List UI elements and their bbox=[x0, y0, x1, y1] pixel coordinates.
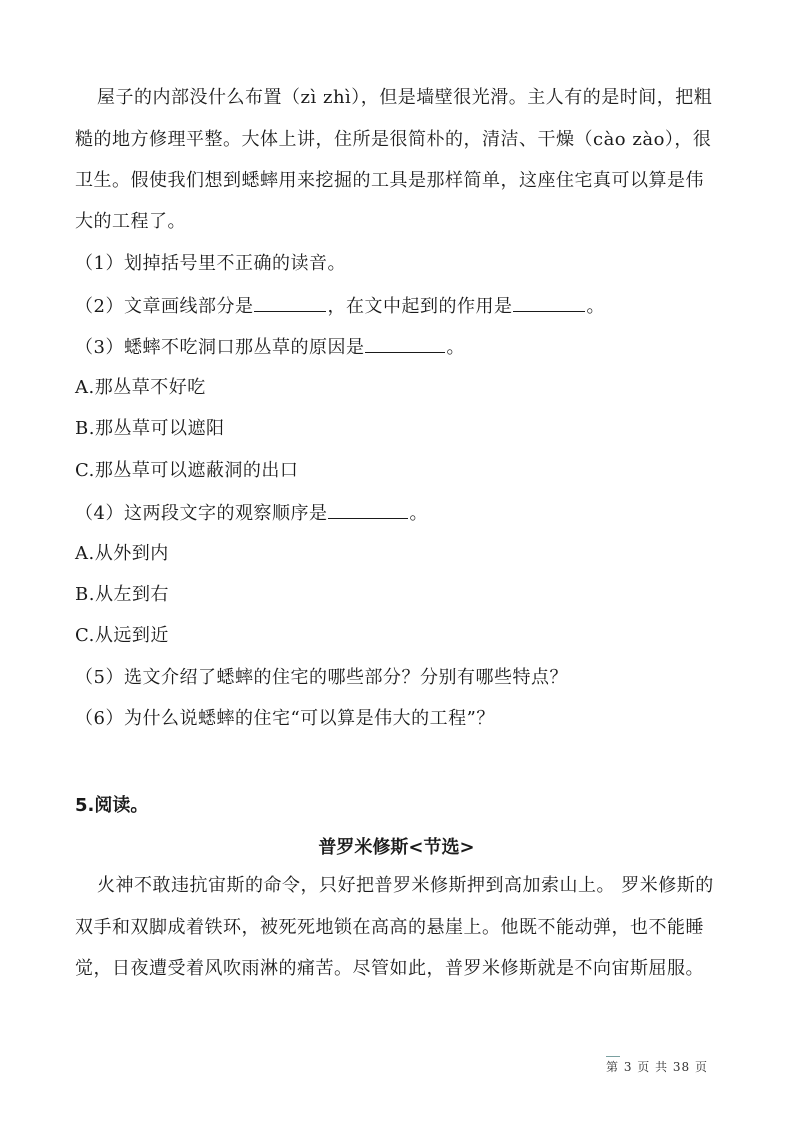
question-2-text-b: ，在文中起到的作用是 bbox=[327, 296, 513, 317]
question-2 bbox=[75, 293, 605, 319]
passage2-line-3: 觉，日夜遭受着风吹雨淋的痛苦。尽管如此，普罗米修斯就是不向宙斯屈服。 bbox=[75, 958, 704, 979]
question-4-text: （4）这两段文字的观察顺序是 bbox=[75, 503, 328, 524]
question-4 bbox=[75, 500, 428, 526]
passage-line-4: 大的工程了。 bbox=[75, 211, 186, 232]
q4-option-a: A.从外到内 bbox=[75, 543, 169, 564]
question-5: （5）选文介绍了蟋蟀的住宅的哪些部分？分别有哪些特点？ bbox=[75, 667, 568, 688]
answer-blank bbox=[365, 334, 445, 353]
q4-option-c: C.从远到近 bbox=[75, 625, 169, 646]
punctuation: 。 bbox=[586, 296, 605, 317]
answer-blank bbox=[328, 500, 408, 519]
passage-line-3: 卫生。假使我们想到蟋蟀用来挖掘的工具是那样简单，这座住宅真可以算是伟 bbox=[75, 170, 704, 191]
question-3-text: （3）蟋蟀不吃洞口那丛草的原因是 bbox=[75, 337, 365, 358]
question-2-text-a: （2）文章画线部分是 bbox=[75, 296, 254, 317]
passage-line-1: 屋子的内部没什么布置（zì zhì），但是墙壁很光滑。主人有的是时间，把粗 bbox=[97, 87, 713, 108]
q3-option-a: A.那丛草不好吃 bbox=[75, 377, 206, 398]
passage-title: 普罗米修斯<节选> bbox=[318, 837, 475, 858]
q3-option-c: C.那丛草可以遮蔽洞的出口 bbox=[75, 460, 299, 481]
passage2-line-1: 火神不敢违抗宙斯的命令，只好把普罗米修斯押到高加索山上。 罗米修斯的 bbox=[97, 875, 714, 896]
punctuation: 。 bbox=[409, 503, 428, 524]
answer-blank bbox=[513, 293, 585, 312]
answer-blank bbox=[254, 293, 326, 312]
question-3 bbox=[75, 334, 465, 360]
passage-line-2: 糙的地方修理平整。大体上讲，住所是很简朴的，清洁、干燥（cào zào），很 bbox=[75, 129, 712, 150]
question-6: （6）为什么说蟋蟀的住宅“可以算是伟大的工程”？ bbox=[75, 708, 495, 729]
page-number: 第 3 页 共 38 页 bbox=[606, 1060, 708, 1074]
section-heading: 5.阅读。 bbox=[75, 795, 149, 816]
q4-option-b: B.从左到右 bbox=[75, 584, 169, 605]
question-1: （1）划掉括号里不正确的读音。 bbox=[75, 253, 346, 274]
punctuation: 。 bbox=[446, 337, 465, 358]
q3-option-b: B.那丛草可以遮阳 bbox=[75, 418, 225, 439]
footer-rule bbox=[606, 1056, 620, 1057]
passage2-line-2: 双手和双脚成着铁环，被死死地锁在高高的悬崖上。他既不能动弹，也不能睡 bbox=[75, 917, 704, 938]
